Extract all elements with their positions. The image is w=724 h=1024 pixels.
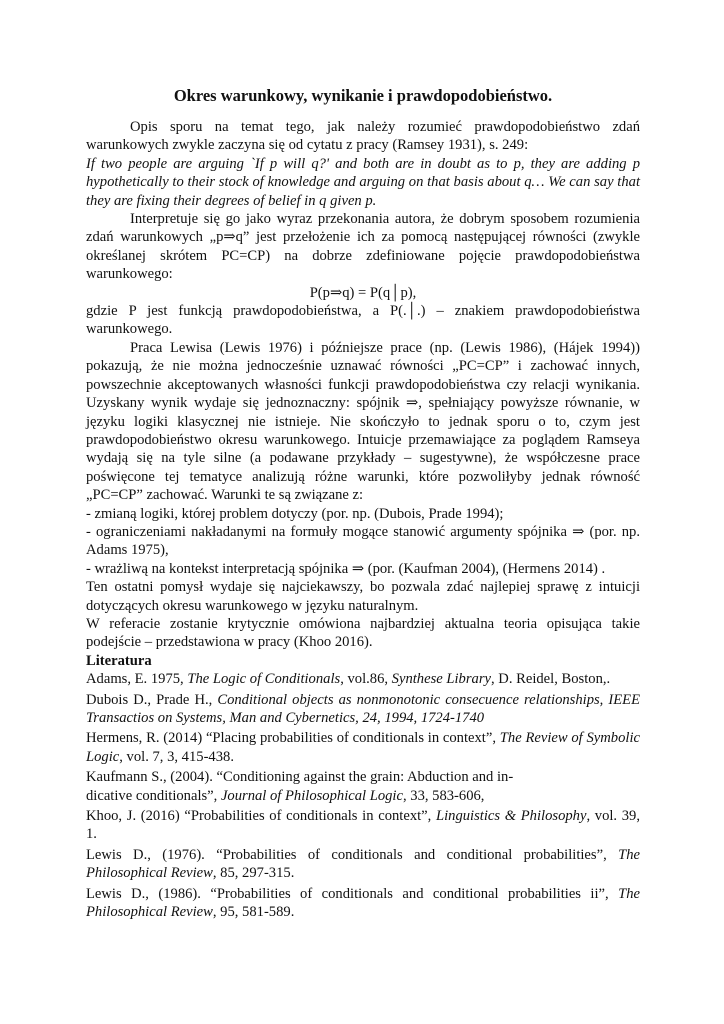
formula-explanation: gdzie P jest funkcją prawdopodobieństwa, a P(.│.) – znakiem prawdopodobieństwa warunkowego. — [86, 303, 640, 338]
reference-item: Kaufmann S., (2004). “Conditioning against the grain: Abduction and in- dicative conditionals”, Journal of Philosophical Logic, 33, 583-606, — [86, 769, 514, 804]
conclusion-paragraph: Ten ostatni pomysł wydaje się najciekawszy, bo pozwala zdać najlepiej sprawę z intuicji dotyczących okresu warunkowego w języku naturalnym. — [86, 579, 640, 614]
ramsey-quote: If two people are arguing `If p will q?' and both are in doubt as to p, they are adding p hypothetically to their stock of knowledge and arguing on that basis about q… We can say that they are fixing their degrees of belief in q given p. — [86, 155, 640, 209]
document-page — [86, 86, 640, 923]
intro-paragraph: Opis sporu na temat tego, jak należy rozumieć prawdopodobieństwo zdań warunkowych zwykle zaczyna się od cytatu z pracy (Ramsey 1931), s. 249: — [86, 119, 640, 154]
document-title: Okres warunkowy, wynikanie i prawdopodobieństwo. — [173, 86, 553, 105]
list-item: - ograniczeniami nakładanymi na formuły mogące stanowić argumenty spójnika ⇒ (por. np. Adams 1975), — [86, 523, 640, 559]
literature-heading: Literatura — [86, 652, 152, 669]
reference-item: Lewis D., (1976). “Probabilities of conditionals and conditional probabilities”, The Philosophical Review, 85, 297-315. — [86, 846, 640, 882]
reference-item: Adams, E. 1975, The Logic of Conditionals, vol.86, Synthese Library, D. Reidel, Boston,. — [86, 671, 611, 688]
reference-item: Dubois D., Prade H., Conditional objects as nonmonotonic consecuence relationships, IEEE Transactios on Systems, Man and Cybernetics, 24, 1994, 1724-1740 — [86, 691, 640, 726]
lewis-paragraph: Praca Lewisa (Lewis 1976) i późniejsze prace (np. (Lewis 1986), (Hájek 1994)) pokazują, że nie można jednocześnie uznawać równości „PC=CP” i zachować innych, powszechnie akceptowanych własności funkcji prawdopodobieństwa czy relacji wynikania. Uzyskany wynik wydaje się jednoznaczny: spójnik ⇒, spełniający powyższe równanie, w języku logiki klasycznej nie istnieje. Nie skończyło to jednak sporu o to, czym jest prawdopodobieństwo okresu warunkowego. Intuicje przemawiające za poglądem Ramseya wydają się na tyle silne (a podawane przykłady – sugestywne), że współczesne prace poświęcone tej tematyce analizują różne warunki, które pozwoliłyby jednak równość „PC=CP” zachować. Warunki te są związane z: — [86, 339, 640, 504]
list-item: - wrażliwą na kontekst interpretacją spójnika ⇒ (por. (Kaufman 2004), (Hermens 2014) . — [86, 560, 606, 577]
list-item: - zmianą logiki, której problem dotyczy (por. np. (Dubois, Prade 1994); — [86, 505, 504, 522]
interpretation-paragraph: Interpretuje się go jako wyraz przekonania autora, że dobrym sposobem rozumienia zdań warunkowych „p⇒q” jest przełożenie ich za pomocą następującej równości (zwykle określanej skrótem PC=CP) na dobrze zdefiniowane pojęcie prawdopodobieństwa warunkowego: — [86, 211, 640, 283]
reference-item: Khoo, J. (2016) “Probabilities of conditionals in context”, Linguistics & Philosophy, vol. 39, 1. — [86, 808, 640, 843]
reference-item: Lewis D., (1986). “Probabilities of conditionals and conditional probabilities ii”, The Philosophical Review, 95, 581-589. — [86, 885, 640, 921]
talk-paragraph: W referacie zostanie krytycznie omówiona najbardziej aktualna teoria opisująca takie podejście – przedstawiona w pracy (Khoo 2016). — [86, 615, 640, 651]
pc-cp-formula: P(p⇒q) = P(q│p), — [309, 284, 417, 301]
reference-item: Hermens, R. (2014) “Placing probabilities of conditionals in context”, The Review of Symbolic Logic, vol. 7, 3, 415-438. — [86, 730, 640, 765]
